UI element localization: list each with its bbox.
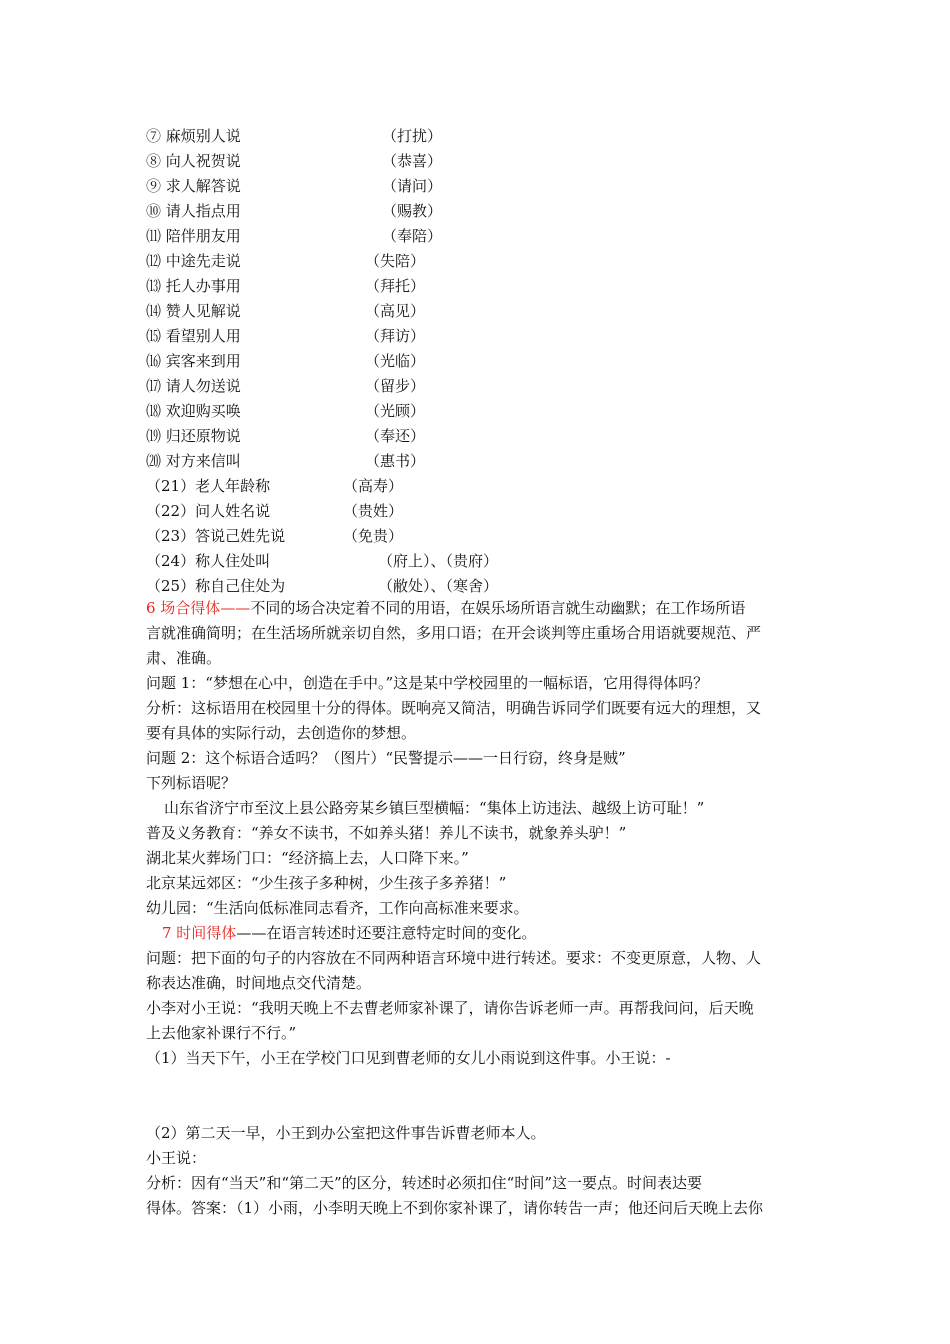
- term-label: （25）称自己住处为: [146, 577, 286, 595]
- term-answer: （高寿）: [343, 477, 404, 495]
- term-label: ⒃ 宾客来到用: [146, 352, 241, 370]
- scenario-1: （1）当天下午，小王在学校门口见到曹老师的女儿小雨说到这件事。小王说：-: [146, 1049, 671, 1067]
- term-label: （22）问人姓名说: [146, 502, 271, 520]
- term-answer: （拜访）: [365, 327, 426, 345]
- term-answer: （府上）、（贵府）: [378, 552, 499, 570]
- term-answer: （免贵）: [343, 527, 404, 545]
- section7-text: ——在语言转述时还要注意特定时间的变化。: [236, 924, 537, 942]
- term-answer: （敝处）、（寒舍）: [378, 577, 499, 595]
- term-answer: （恭喜）: [382, 152, 443, 170]
- section7-title-line: [162, 924, 826, 942]
- section6-text-line-2: 言就准确简明；在生活场所就亲切自然，多用口语；在开会谈判等庄重场合用语就要规范、严: [146, 624, 762, 642]
- term-label: ⑦ 麻烦别人说: [146, 127, 241, 145]
- slogan-example-1: 山东省济宁市至汶上县公路旁某乡镇巨型横幅：“集体上访违法、越级上访可耻！”: [164, 799, 705, 817]
- term-label: ⒇ 对方来信叫: [146, 452, 241, 470]
- term-answer: （请问）: [382, 177, 443, 195]
- term-label: ⒁ 赞人见解说: [146, 302, 241, 320]
- quote-line-2: 上去他家补课行不行。”: [146, 1024, 297, 1042]
- section6-text-line-3: 肃、准确。: [146, 649, 222, 667]
- section6-text-line-1: 不同的场合决定着不同的用语，在娱乐场所语言就生动幽默；在工作场所语: [250, 599, 746, 617]
- term-label: ⑿ 中途先走说: [146, 252, 241, 270]
- term-answer: （光临）: [365, 352, 426, 370]
- scenario-2-speaker: 小王说：: [146, 1149, 207, 1167]
- term-answer: （拜托）: [365, 277, 426, 295]
- section7-question-line-2: 称表达准确，时间地点交代清楚。: [146, 974, 372, 992]
- section6-heading: 6 场合得体——: [146, 599, 251, 617]
- section6-paragraph-line-1: [146, 599, 810, 617]
- slogan-example-3: 湖北某火葬场门口：“经济搞上去，人口降下来。”: [146, 849, 469, 867]
- term-label: ⑩ 请人指点用: [146, 202, 241, 220]
- term-answer: （奉还）: [365, 427, 426, 445]
- analysis-line-2: 得体。答案：（1）小雨，小李明天晚上不到你家补课了，请你转告一声；他还问后天晚上去你: [146, 1199, 764, 1217]
- term-label: ⒄ 请人勿送说: [146, 377, 241, 395]
- section7-heading: 7 时间得体: [162, 924, 237, 942]
- term-answer: （失陪）: [365, 252, 426, 270]
- term-label: （23）答说己姓先说: [146, 527, 286, 545]
- term-label: ⒆ 归还原物说: [146, 427, 241, 445]
- question-2: 问题 2：这个标语合适吗？（图片）“民警提示——一日行窃，终身是贼”: [146, 749, 626, 767]
- question-2-followup: 下列标语呢？: [146, 774, 237, 792]
- term-answer: （贵姓）: [343, 502, 404, 520]
- slogan-example-5: 幼儿园：“生活向低标准同志看齐，工作向高标准来要求。: [146, 899, 529, 917]
- quote-line-1: 小李对小王说：“我明天晚上不去曹老师家补课了，请你告诉老师一声。再帮我问问，后天晚: [146, 999, 754, 1017]
- term-label: ⒀ 托人办事用: [146, 277, 241, 295]
- term-label: ⒅ 欢迎购买唤: [146, 402, 241, 420]
- term-label: （21）老人年龄称: [146, 477, 271, 495]
- term-answer: （惠书）: [365, 452, 426, 470]
- analysis-line-1: 分析：因有“当天”和“第二天”的区分，转述时必须扣住“时间”这一要点。时间表达要: [146, 1174, 703, 1192]
- scenario-2: （2）第二天一早，小王到办公室把这件事告诉曹老师本人。: [146, 1124, 546, 1142]
- term-answer: （赐教）: [382, 202, 443, 220]
- term-answer: （留步）: [365, 377, 426, 395]
- term-answer: （奉陪）: [382, 227, 443, 245]
- term-label: ⑧ 向人祝贺说: [146, 152, 241, 170]
- analysis-1-line-2: 要有具体的实际行动，去创造你的梦想。: [146, 724, 417, 742]
- term-label: ⒂ 看望别人用: [146, 327, 241, 345]
- term-label: （24）称人住处叫: [146, 552, 271, 570]
- slogan-example-4: 北京某远郊区：“少生孩子多种树，少生孩子多养猪！”: [146, 874, 507, 892]
- term-answer: （光顾）: [365, 402, 426, 420]
- analysis-1-line-1: 分析：这标语用在校园里十分的得体。既响亮又简洁，明确告诉同学们既要有远大的理想，又: [146, 699, 762, 717]
- slogan-example-2: 普及义务教育：“养女不读书，不如养头猪！养儿不读书，就象养头驴！”: [146, 824, 627, 842]
- term-label: ⑾ 陪伴朋友用: [146, 227, 241, 245]
- term-label: ⑨ 求人解答说: [146, 177, 241, 195]
- question-1: 问题 1：“梦想在心中，创造在手中。”这是某中学校园里的一幅标语，它用得得体吗？: [146, 674, 709, 692]
- term-answer: （打扰）: [382, 127, 443, 145]
- term-answer: （高见）: [365, 302, 426, 320]
- section7-question-line-1: 问题：把下面的句子的内容放在不同两种语言环境中进行转述。要求：不变更原意，人物、人: [146, 949, 762, 967]
